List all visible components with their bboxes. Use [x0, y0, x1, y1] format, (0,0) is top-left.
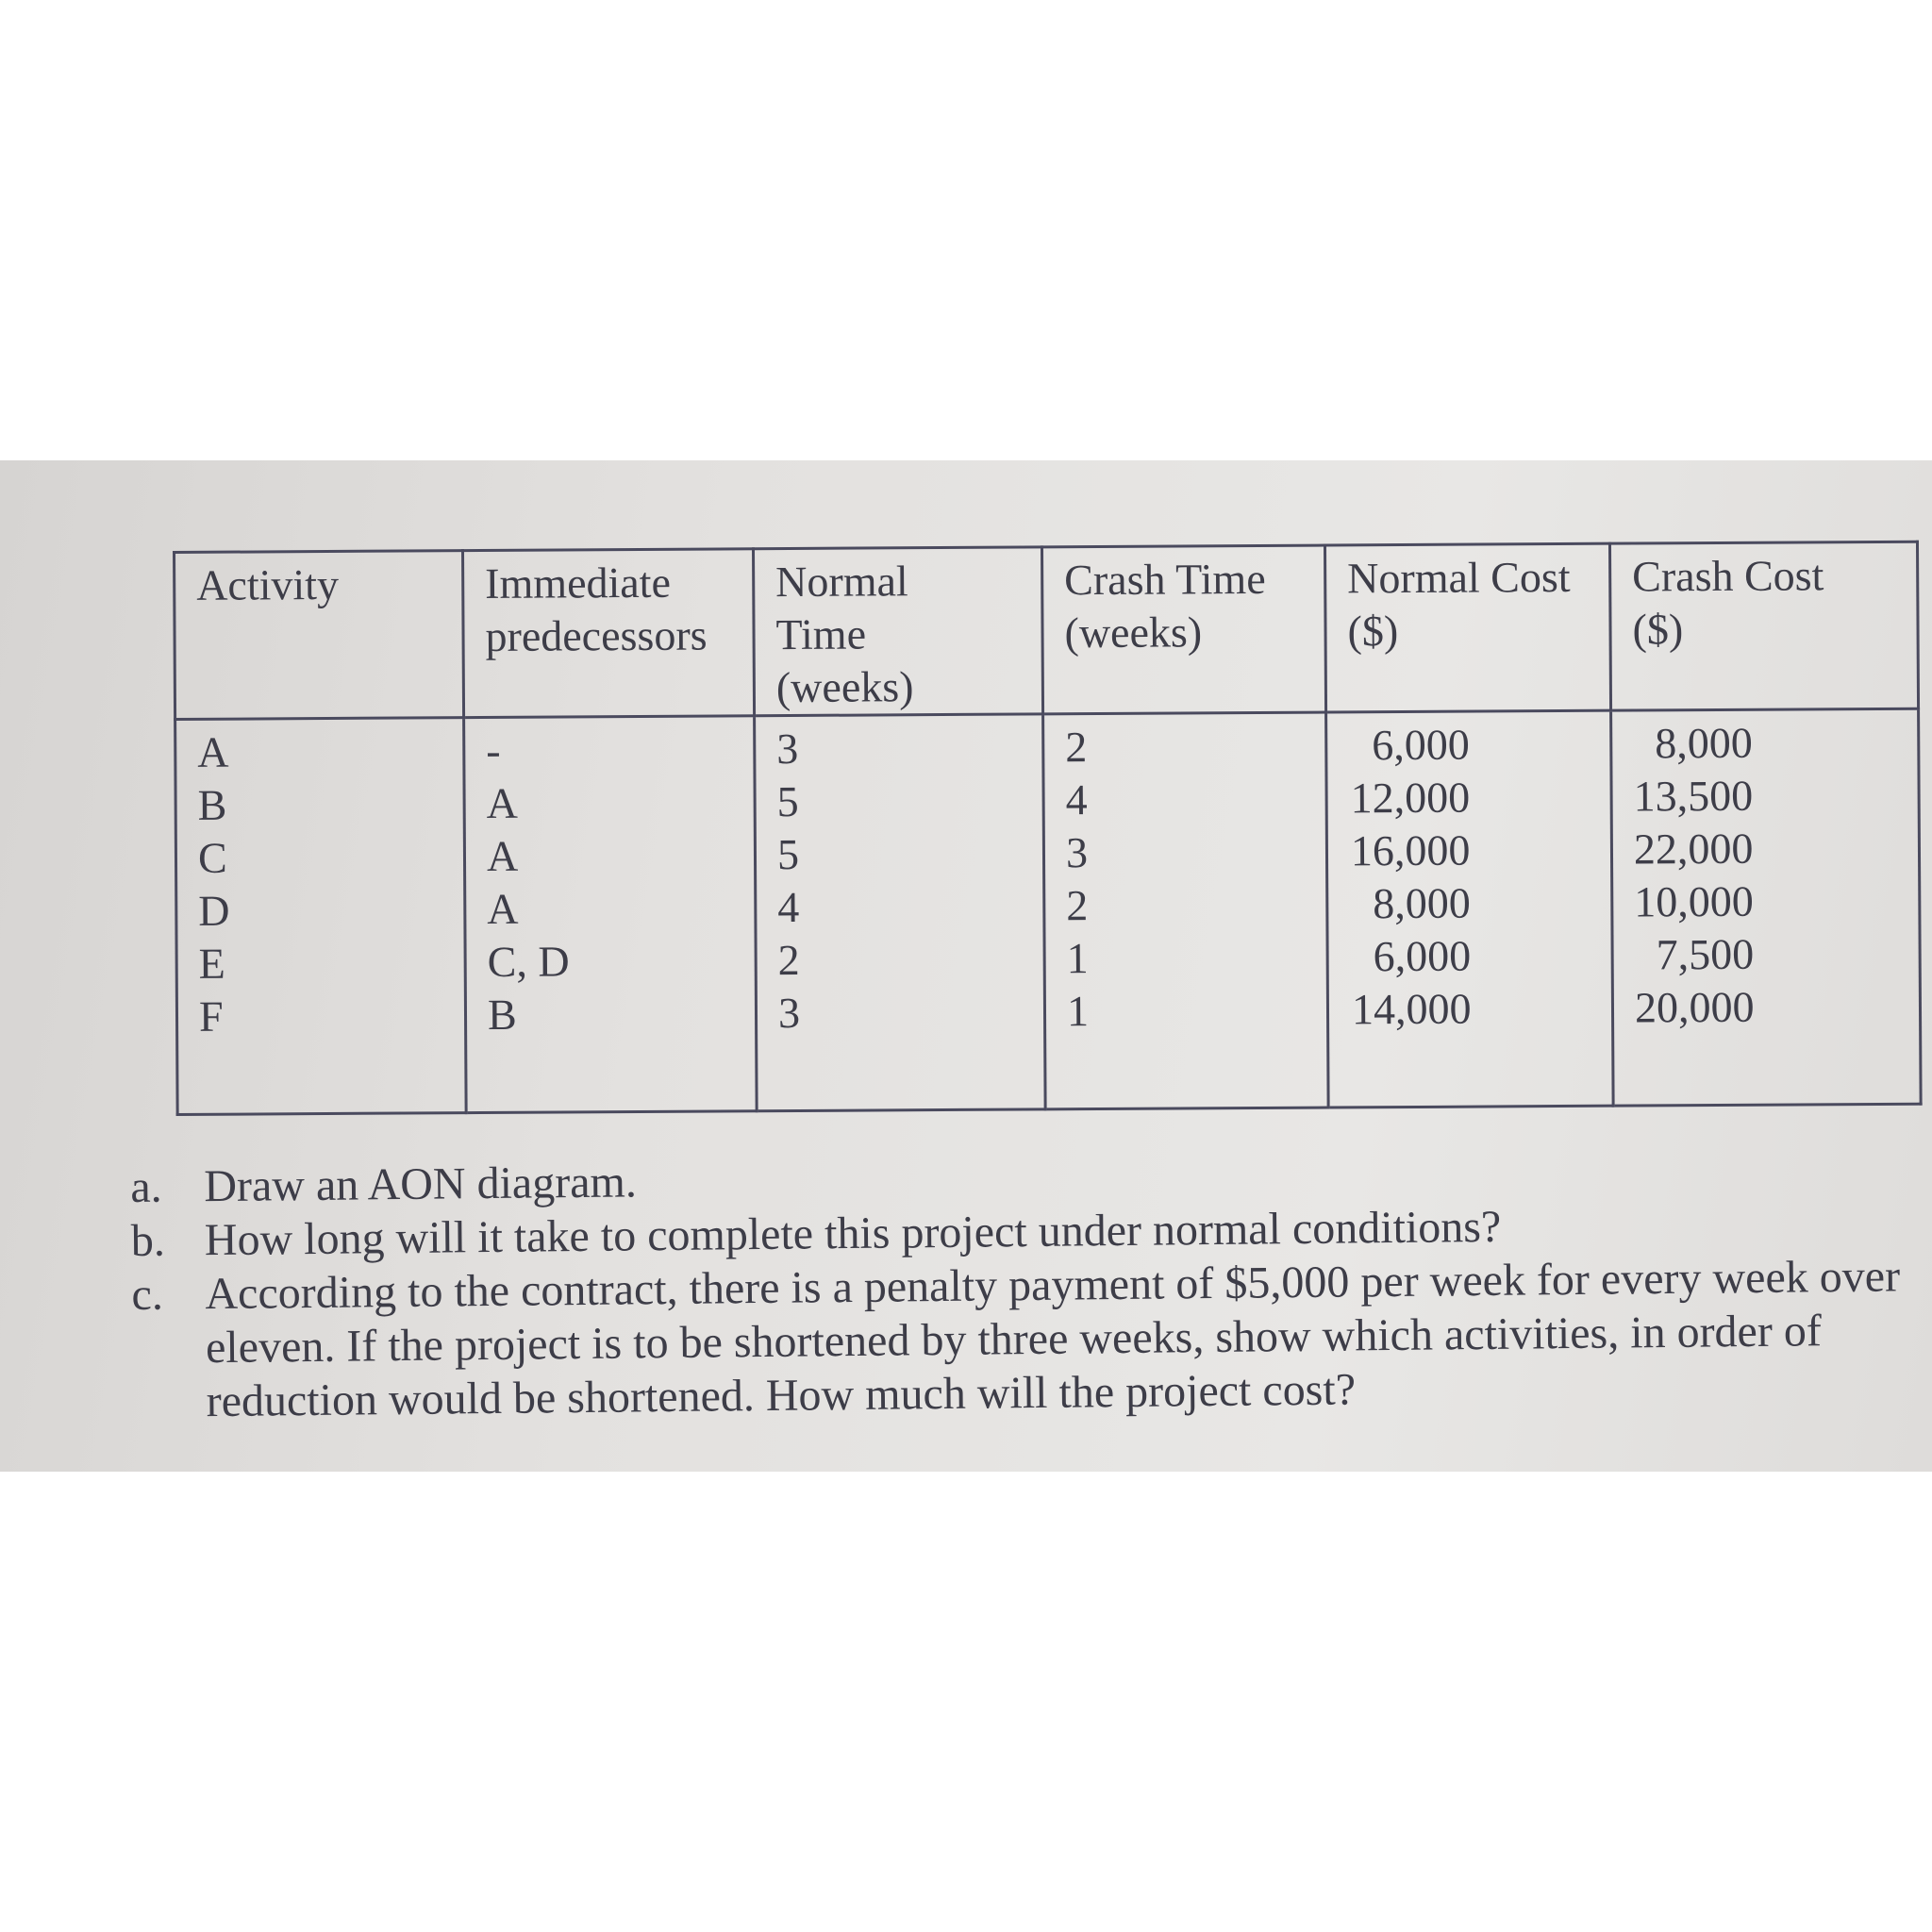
header-crash-time: Crash Time (weeks): [1041, 545, 1325, 714]
predecessor-cell: C, D: [487, 937, 570, 986]
crash-cost-column: [1611, 708, 1922, 1106]
activity-cell: F: [198, 991, 224, 1041]
crash-cost-cell: 8,000: [1655, 718, 1753, 768]
crash-time-cell: 2: [1066, 881, 1089, 930]
header-normal-cost: Normal Cost ($): [1324, 543, 1610, 712]
crash-time-cell: 4: [1065, 775, 1088, 824]
normal-time-column: [755, 714, 1046, 1111]
table-header-row: [175, 541, 1919, 719]
normal-cost-cell: 6,000: [1373, 931, 1472, 981]
question-list: [130, 1141, 1916, 1429]
activity-column: [175, 718, 467, 1115]
crash-time-cell: 1: [1066, 934, 1089, 983]
crash-time-cell: 3: [1065, 828, 1089, 877]
activity-cell: B: [197, 780, 227, 829]
header-activity: Activity: [175, 551, 464, 720]
crash-cost-cell: 10,000: [1634, 876, 1754, 926]
activity-cell: C: [197, 833, 227, 882]
question-c: [131, 1249, 1916, 1429]
normal-cost-column: [1326, 710, 1614, 1108]
predecessor-cell: -: [486, 725, 501, 774]
normal-cost-cell: 16,000: [1350, 825, 1471, 875]
question-marker: a.: [130, 1161, 162, 1212]
normal-time-cell: 5: [776, 776, 799, 826]
predecessors-column: [464, 716, 758, 1113]
question-text: How long will it take to complete this project under normal conditions?: [204, 1201, 1502, 1266]
normal-cost-cell: 14,000: [1351, 984, 1472, 1034]
normal-time-cell: 5: [776, 829, 800, 879]
normal-cost-cell: 8,000: [1373, 878, 1471, 928]
crash-cost-values: [1633, 717, 1755, 1035]
normal-time-cell: 3: [776, 724, 799, 774]
crash-time-cell: 1: [1066, 987, 1090, 1036]
normal-time-cell: 2: [777, 935, 800, 985]
crash-time-column: [1043, 712, 1329, 1109]
normal-time-cell: 3: [777, 988, 801, 1038]
question-marker: c.: [131, 1269, 164, 1320]
activity-cell: A: [197, 727, 229, 776]
question-text: Draw an AON diagram.: [204, 1157, 638, 1212]
crash-cost-cell: 7,500: [1656, 929, 1755, 979]
table-data-row: [175, 708, 1922, 1114]
crash-cost-cell: 13,500: [1633, 771, 1754, 821]
question-marker: b.: [130, 1215, 166, 1266]
crash-cost-cell: 20,000: [1634, 982, 1755, 1032]
activity-table: [173, 541, 1923, 1116]
normal-cost-cell: 12,000: [1350, 773, 1471, 823]
header-crash-cost: Crash Cost ($): [1609, 541, 1918, 710]
predecessor-cell: A: [486, 778, 519, 827]
predecessor-cell: A: [486, 831, 519, 880]
activity-cell: E: [198, 939, 225, 988]
activity-cell: D: [198, 886, 230, 935]
photographed-document: [0, 460, 1932, 1472]
header-immediate-predecessors: Immediate predecessors: [463, 549, 755, 718]
crash-time-cell: 2: [1065, 723, 1088, 772]
normal-time-cell: 4: [777, 882, 800, 932]
normal-cost-cell: 6,000: [1372, 720, 1470, 770]
crash-cost-cell: 22,000: [1633, 824, 1754, 874]
normal-cost-values: [1350, 719, 1472, 1037]
predecessor-cell: A: [487, 884, 519, 933]
predecessor-cell: B: [487, 990, 517, 1039]
question-text: According to the contract, there is a penalty payment of $5,000 per week for every week over eleven. If the project is to be shortened by three weeks, show which activities, in order of reduction would be shortened. How much will the project cost?: [205, 1251, 1901, 1427]
header-normal-time: Normal Time (weeks): [753, 547, 1042, 716]
